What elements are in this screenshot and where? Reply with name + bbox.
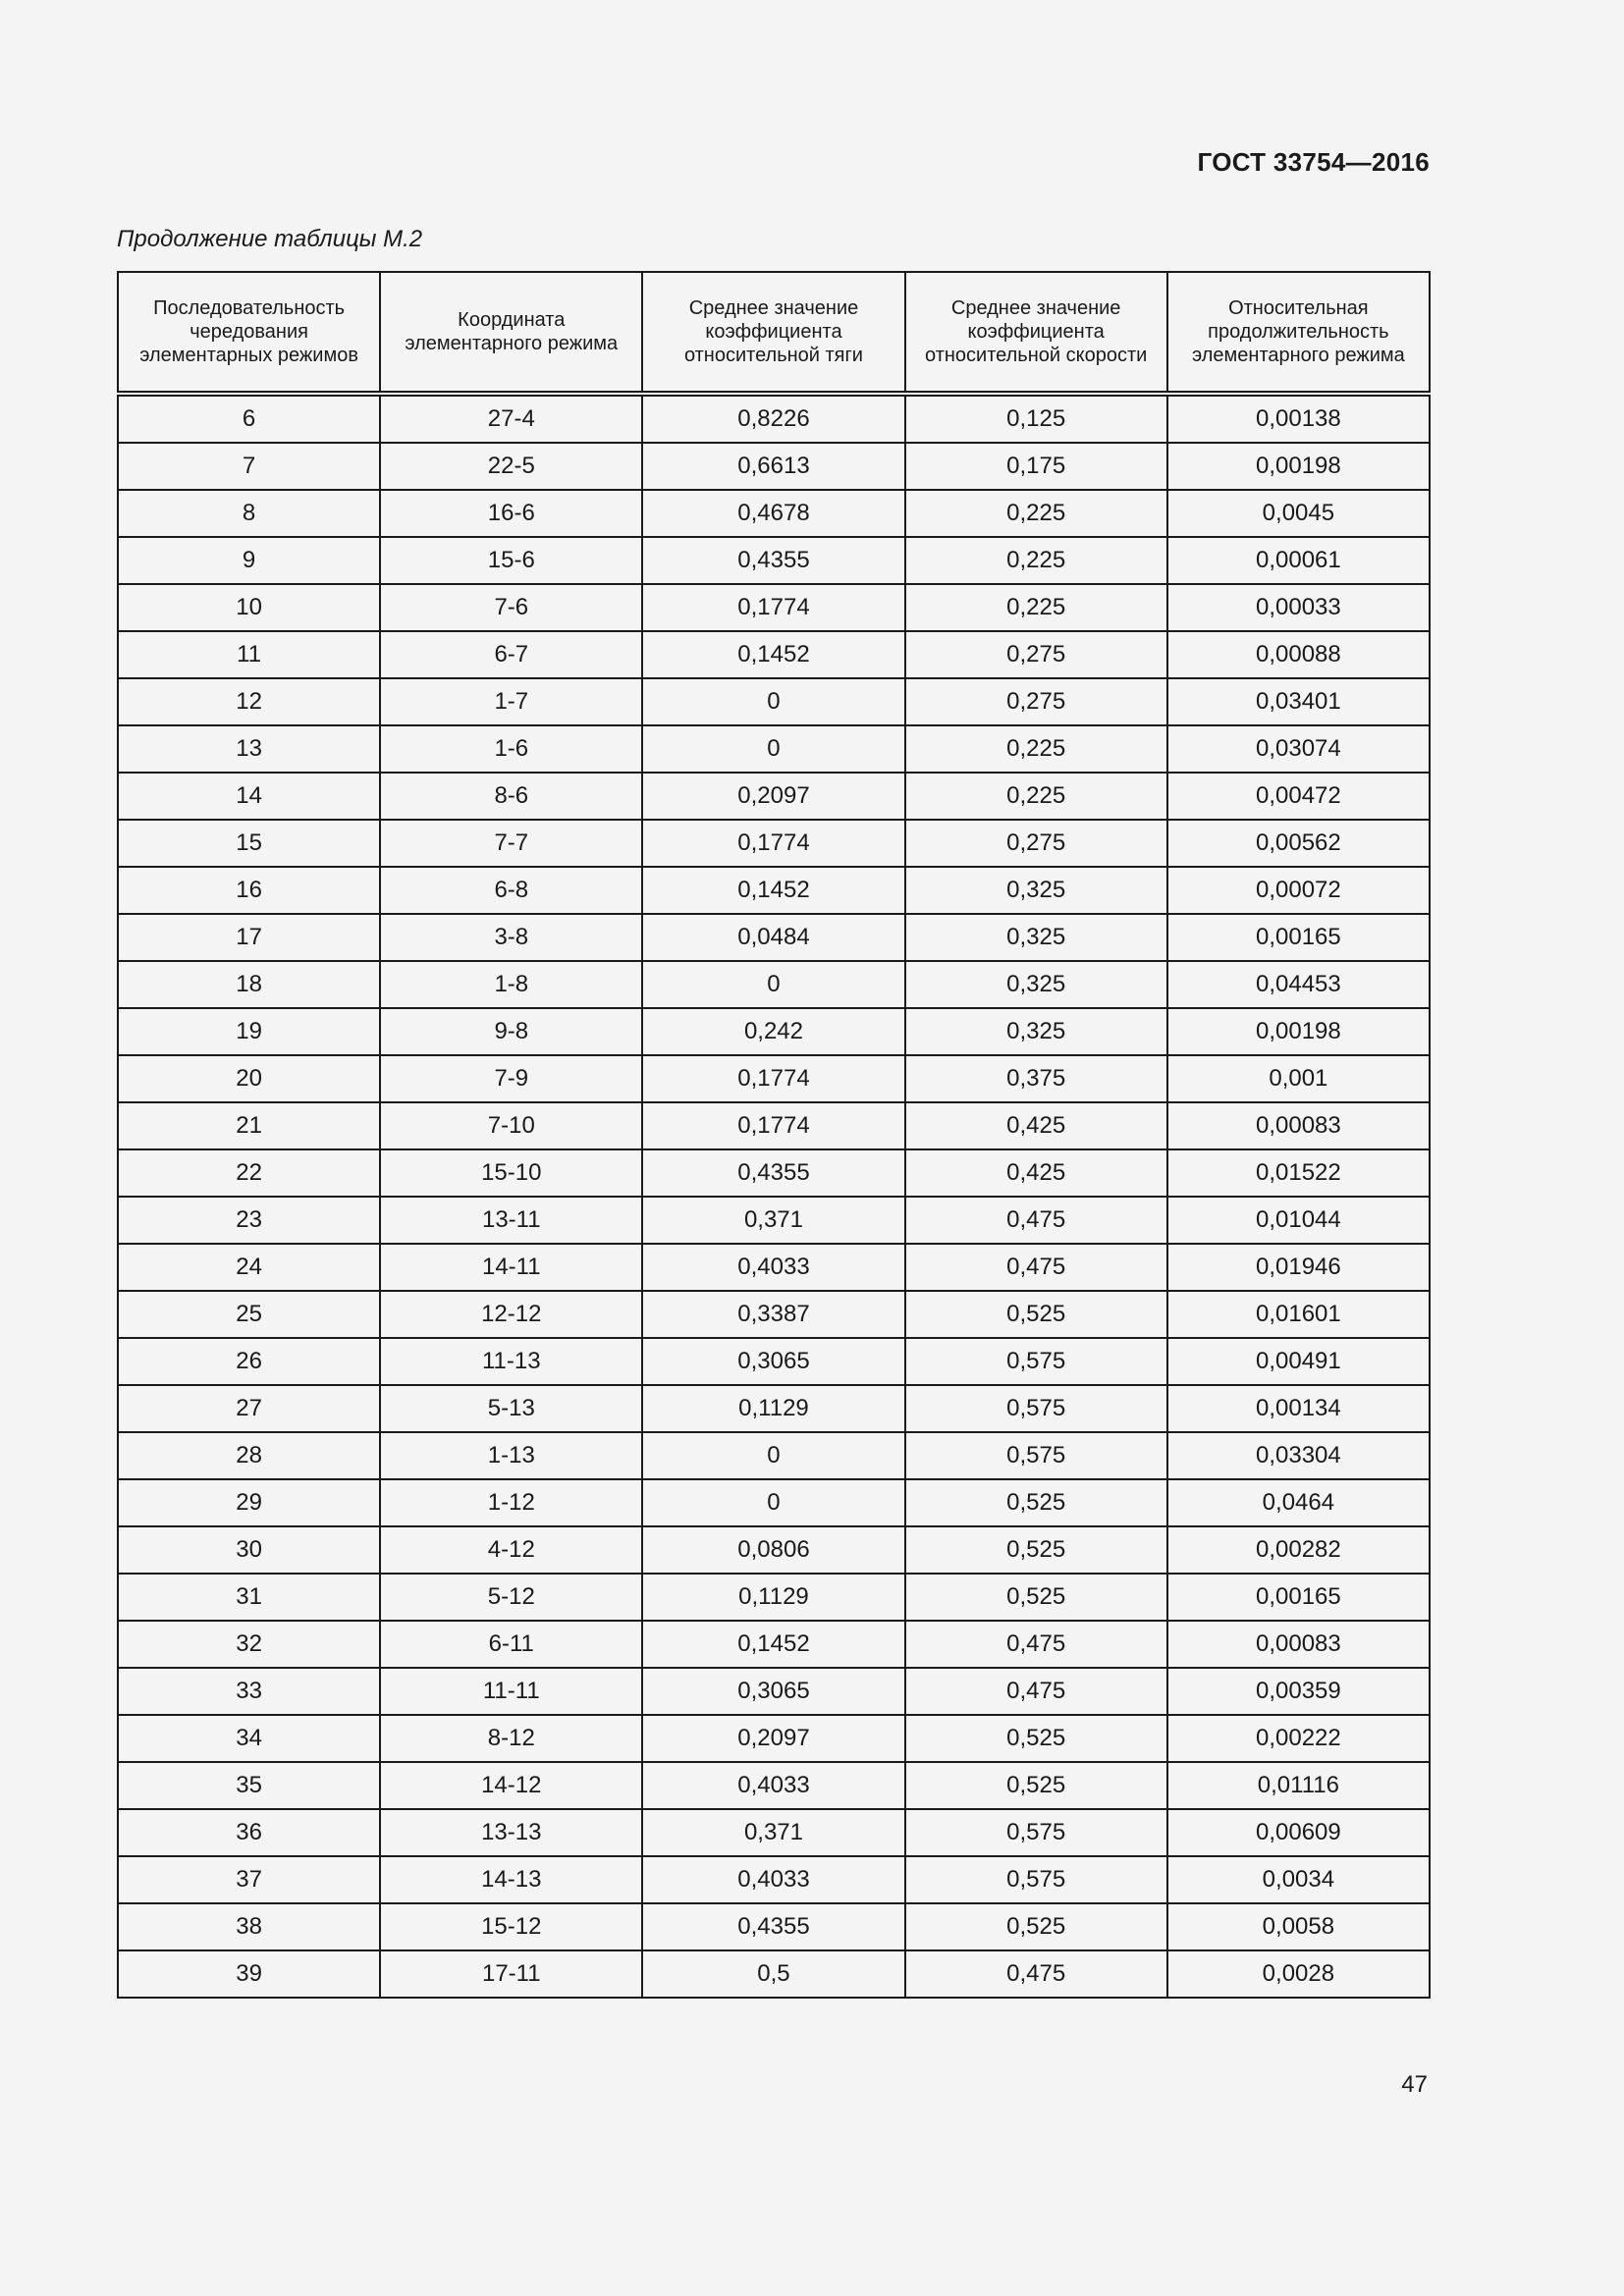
cell-speed: 0,225 xyxy=(905,490,1167,537)
cell-duration: 0,001 xyxy=(1167,1055,1430,1102)
document-code: ГОСТ 33754—2016 xyxy=(1197,147,1430,177)
cell-sequence: 25 xyxy=(118,1291,380,1338)
cell-coordinate: 1-6 xyxy=(380,725,642,773)
cell-sequence: 27 xyxy=(118,1385,380,1432)
cell-speed: 0,575 xyxy=(905,1385,1167,1432)
table-row xyxy=(118,961,1430,1008)
cell-coordinate: 1-7 xyxy=(380,678,642,725)
cell-thrust: 0,0484 xyxy=(642,914,904,961)
cell-thrust: 0,4355 xyxy=(642,1903,904,1950)
cell-sequence: 9 xyxy=(118,537,380,584)
cell-coordinate: 14-11 xyxy=(380,1244,642,1291)
table-row xyxy=(118,678,1430,725)
cell-thrust: 0,371 xyxy=(642,1809,904,1856)
cell-duration: 0,0464 xyxy=(1167,1479,1430,1526)
table-row xyxy=(118,1197,1430,1244)
page-number: 47 xyxy=(1401,2071,1428,2098)
cell-sequence: 17 xyxy=(118,914,380,961)
cell-thrust: 0,1129 xyxy=(642,1385,904,1432)
table-row xyxy=(118,773,1430,820)
table-row xyxy=(118,1479,1430,1526)
cell-sequence: 15 xyxy=(118,820,380,867)
cell-duration: 0,00165 xyxy=(1167,1574,1430,1621)
cell-sequence: 8 xyxy=(118,490,380,537)
table-row xyxy=(118,1950,1430,1998)
cell-duration: 0,01946 xyxy=(1167,1244,1430,1291)
cell-sequence: 37 xyxy=(118,1856,380,1903)
cell-coordinate: 22-5 xyxy=(380,443,642,490)
cell-coordinate: 13-11 xyxy=(380,1197,642,1244)
cell-duration: 0,00033 xyxy=(1167,584,1430,631)
cell-thrust: 0 xyxy=(642,961,904,1008)
cell-duration: 0,00359 xyxy=(1167,1668,1430,1715)
cell-speed: 0,325 xyxy=(905,961,1167,1008)
column-header-thrust: Среднее значение коэффициента относительной тяги xyxy=(642,272,904,394)
cell-sequence: 30 xyxy=(118,1526,380,1574)
cell-duration: 0,00472 xyxy=(1167,773,1430,820)
cell-duration: 0,00134 xyxy=(1167,1385,1430,1432)
table-row xyxy=(118,584,1430,631)
cell-duration: 0,00083 xyxy=(1167,1621,1430,1668)
cell-thrust: 0 xyxy=(642,725,904,773)
cell-speed: 0,525 xyxy=(905,1479,1167,1526)
cell-thrust: 0,4033 xyxy=(642,1762,904,1809)
cell-thrust: 0,1452 xyxy=(642,631,904,678)
table-row xyxy=(118,1102,1430,1149)
cell-speed: 0,375 xyxy=(905,1055,1167,1102)
cell-speed: 0,475 xyxy=(905,1197,1167,1244)
cell-coordinate: 27-4 xyxy=(380,394,642,443)
cell-coordinate: 14-12 xyxy=(380,1762,642,1809)
table-body xyxy=(118,394,1430,1998)
cell-coordinate: 11-13 xyxy=(380,1338,642,1385)
cell-coordinate: 6-8 xyxy=(380,867,642,914)
header-row xyxy=(118,272,1430,394)
cell-coordinate: 7-9 xyxy=(380,1055,642,1102)
table-row xyxy=(118,1668,1430,1715)
cell-sequence: 34 xyxy=(118,1715,380,1762)
cell-coordinate: 15-6 xyxy=(380,537,642,584)
cell-duration: 0,03304 xyxy=(1167,1432,1430,1479)
cell-duration: 0,00083 xyxy=(1167,1102,1430,1149)
cell-duration: 0,0045 xyxy=(1167,490,1430,537)
cell-thrust: 0,1774 xyxy=(642,1055,904,1102)
cell-coordinate: 17-11 xyxy=(380,1950,642,1998)
cell-speed: 0,275 xyxy=(905,820,1167,867)
table-row xyxy=(118,1856,1430,1903)
table-row xyxy=(118,394,1430,443)
cell-sequence: 7 xyxy=(118,443,380,490)
cell-coordinate: 6-7 xyxy=(380,631,642,678)
cell-coordinate: 1-8 xyxy=(380,961,642,1008)
cell-thrust: 0,242 xyxy=(642,1008,904,1055)
cell-sequence: 36 xyxy=(118,1809,380,1856)
cell-coordinate: 12-12 xyxy=(380,1291,642,1338)
cell-speed: 0,525 xyxy=(905,1762,1167,1809)
cell-sequence: 11 xyxy=(118,631,380,678)
cell-thrust: 0,1774 xyxy=(642,584,904,631)
cell-speed: 0,275 xyxy=(905,678,1167,725)
table-row xyxy=(118,1385,1430,1432)
table-row xyxy=(118,1055,1430,1102)
cell-duration: 0,0058 xyxy=(1167,1903,1430,1950)
table-row xyxy=(118,914,1430,961)
cell-sequence: 20 xyxy=(118,1055,380,1102)
cell-thrust: 0 xyxy=(642,1479,904,1526)
cell-coordinate: 4-12 xyxy=(380,1526,642,1574)
cell-thrust: 0 xyxy=(642,678,904,725)
cell-duration: 0,00282 xyxy=(1167,1526,1430,1574)
table-row xyxy=(118,867,1430,914)
cell-thrust: 0,1452 xyxy=(642,1621,904,1668)
cell-speed: 0,325 xyxy=(905,1008,1167,1055)
cell-speed: 0,325 xyxy=(905,914,1167,961)
cell-sequence: 39 xyxy=(118,1950,380,1998)
table-row xyxy=(118,537,1430,584)
cell-thrust: 0,3065 xyxy=(642,1668,904,1715)
table-row xyxy=(118,1903,1430,1950)
table-row xyxy=(118,1809,1430,1856)
table-row xyxy=(118,1621,1430,1668)
cell-duration: 0,00198 xyxy=(1167,443,1430,490)
table-row xyxy=(118,725,1430,773)
cell-speed: 0,325 xyxy=(905,867,1167,914)
cell-thrust: 0,5 xyxy=(642,1950,904,1998)
cell-duration: 0,00061 xyxy=(1167,537,1430,584)
column-header-coordinate: Координата элементарного режима xyxy=(380,272,642,394)
cell-sequence: 6 xyxy=(118,394,380,443)
cell-duration: 0,00072 xyxy=(1167,867,1430,914)
cell-duration: 0,00088 xyxy=(1167,631,1430,678)
cell-thrust: 0,4355 xyxy=(642,537,904,584)
cell-speed: 0,475 xyxy=(905,1244,1167,1291)
cell-speed: 0,475 xyxy=(905,1950,1167,1998)
cell-speed: 0,225 xyxy=(905,537,1167,584)
cell-thrust: 0,1452 xyxy=(642,867,904,914)
cell-thrust: 0,6613 xyxy=(642,443,904,490)
cell-duration: 0,00198 xyxy=(1167,1008,1430,1055)
cell-sequence: 12 xyxy=(118,678,380,725)
table-row xyxy=(118,1338,1430,1385)
table-row xyxy=(118,1291,1430,1338)
cell-duration: 0,00562 xyxy=(1167,820,1430,867)
cell-sequence: 24 xyxy=(118,1244,380,1291)
table-row xyxy=(118,443,1430,490)
cell-sequence: 14 xyxy=(118,773,380,820)
cell-coordinate: 1-12 xyxy=(380,1479,642,1526)
cell-sequence: 18 xyxy=(118,961,380,1008)
cell-duration: 0,01044 xyxy=(1167,1197,1430,1244)
cell-speed: 0,225 xyxy=(905,584,1167,631)
cell-sequence: 16 xyxy=(118,867,380,914)
cell-speed: 0,425 xyxy=(905,1149,1167,1197)
cell-coordinate: 5-13 xyxy=(380,1385,642,1432)
cell-duration: 0,01116 xyxy=(1167,1762,1430,1809)
cell-speed: 0,175 xyxy=(905,443,1167,490)
cell-sequence: 33 xyxy=(118,1668,380,1715)
cell-thrust: 0,2097 xyxy=(642,773,904,820)
cell-coordinate: 6-11 xyxy=(380,1621,642,1668)
cell-speed: 0,225 xyxy=(905,773,1167,820)
cell-coordinate: 15-10 xyxy=(380,1149,642,1197)
cell-coordinate: 13-13 xyxy=(380,1809,642,1856)
cell-speed: 0,475 xyxy=(905,1668,1167,1715)
cell-coordinate: 9-8 xyxy=(380,1008,642,1055)
cell-coordinate: 8-6 xyxy=(380,773,642,820)
cell-sequence: 32 xyxy=(118,1621,380,1668)
cell-duration: 0,03401 xyxy=(1167,678,1430,725)
cell-thrust: 0,4678 xyxy=(642,490,904,537)
cell-thrust: 0,8226 xyxy=(642,394,904,443)
cell-thrust: 0,2097 xyxy=(642,1715,904,1762)
cell-coordinate: 11-11 xyxy=(380,1668,642,1715)
cell-thrust: 0,371 xyxy=(642,1197,904,1244)
cell-duration: 0,00491 xyxy=(1167,1338,1430,1385)
cell-duration: 0,0028 xyxy=(1167,1950,1430,1998)
column-header-duration: Относительная продолжительность элементарного режима xyxy=(1167,272,1430,394)
cell-thrust: 0,1129 xyxy=(642,1574,904,1621)
cell-thrust: 0,4033 xyxy=(642,1856,904,1903)
cell-thrust: 0,1774 xyxy=(642,1102,904,1149)
cell-duration: 0,01601 xyxy=(1167,1291,1430,1338)
table-caption: Продолжение таблицы М.2 xyxy=(117,226,423,252)
table-row xyxy=(118,1526,1430,1574)
table-row xyxy=(118,631,1430,678)
cell-coordinate: 1-13 xyxy=(380,1432,642,1479)
table-row xyxy=(118,1149,1430,1197)
cell-thrust: 0,4355 xyxy=(642,1149,904,1197)
cell-duration: 0,04453 xyxy=(1167,961,1430,1008)
cell-coordinate: 7-6 xyxy=(380,584,642,631)
table-header xyxy=(118,272,1430,394)
cell-sequence: 23 xyxy=(118,1197,380,1244)
cell-duration: 0,00609 xyxy=(1167,1809,1430,1856)
table-row xyxy=(118,1715,1430,1762)
cell-speed: 0,575 xyxy=(905,1338,1167,1385)
cell-thrust: 0 xyxy=(642,1432,904,1479)
cell-sequence: 31 xyxy=(118,1574,380,1621)
cell-sequence: 35 xyxy=(118,1762,380,1809)
cell-speed: 0,475 xyxy=(905,1621,1167,1668)
cell-speed: 0,225 xyxy=(905,725,1167,773)
cell-speed: 0,575 xyxy=(905,1809,1167,1856)
cell-speed: 0,525 xyxy=(905,1574,1167,1621)
cell-duration: 0,0034 xyxy=(1167,1856,1430,1903)
table-row xyxy=(118,1008,1430,1055)
cell-coordinate: 14-13 xyxy=(380,1856,642,1903)
cell-sequence: 29 xyxy=(118,1479,380,1526)
cell-speed: 0,525 xyxy=(905,1291,1167,1338)
column-header-speed: Среднее значение коэффициента относительной скорости xyxy=(905,272,1167,394)
cell-coordinate: 7-7 xyxy=(380,820,642,867)
cell-speed: 0,125 xyxy=(905,394,1167,443)
cell-speed: 0,525 xyxy=(905,1526,1167,1574)
cell-coordinate: 3-8 xyxy=(380,914,642,961)
data-table xyxy=(117,271,1431,1999)
cell-speed: 0,575 xyxy=(905,1432,1167,1479)
table-row xyxy=(118,1432,1430,1479)
table-row xyxy=(118,1574,1430,1621)
cell-sequence: 38 xyxy=(118,1903,380,1950)
cell-speed: 0,425 xyxy=(905,1102,1167,1149)
cell-sequence: 21 xyxy=(118,1102,380,1149)
cell-coordinate: 15-12 xyxy=(380,1903,642,1950)
cell-sequence: 13 xyxy=(118,725,380,773)
column-header-sequence: Последовательность чередования элементарных режимов xyxy=(118,272,380,394)
cell-sequence: 22 xyxy=(118,1149,380,1197)
table-row xyxy=(118,1244,1430,1291)
cell-thrust: 0,3065 xyxy=(642,1338,904,1385)
cell-thrust: 0,1774 xyxy=(642,820,904,867)
cell-speed: 0,575 xyxy=(905,1856,1167,1903)
cell-thrust: 0,4033 xyxy=(642,1244,904,1291)
cell-coordinate: 5-12 xyxy=(380,1574,642,1621)
cell-speed: 0,275 xyxy=(905,631,1167,678)
cell-sequence: 26 xyxy=(118,1338,380,1385)
table-row xyxy=(118,1762,1430,1809)
cell-thrust: 0,0806 xyxy=(642,1526,904,1574)
table-row xyxy=(118,820,1430,867)
cell-duration: 0,03074 xyxy=(1167,725,1430,773)
cell-sequence: 10 xyxy=(118,584,380,631)
table-row xyxy=(118,490,1430,537)
cell-sequence: 28 xyxy=(118,1432,380,1479)
cell-duration: 0,00165 xyxy=(1167,914,1430,961)
cell-sequence: 19 xyxy=(118,1008,380,1055)
cell-duration: 0,00138 xyxy=(1167,394,1430,443)
cell-coordinate: 16-6 xyxy=(380,490,642,537)
cell-duration: 0,01522 xyxy=(1167,1149,1430,1197)
cell-duration: 0,00222 xyxy=(1167,1715,1430,1762)
cell-thrust: 0,3387 xyxy=(642,1291,904,1338)
cell-coordinate: 7-10 xyxy=(380,1102,642,1149)
cell-speed: 0,525 xyxy=(905,1903,1167,1950)
cell-speed: 0,525 xyxy=(905,1715,1167,1762)
cell-coordinate: 8-12 xyxy=(380,1715,642,1762)
